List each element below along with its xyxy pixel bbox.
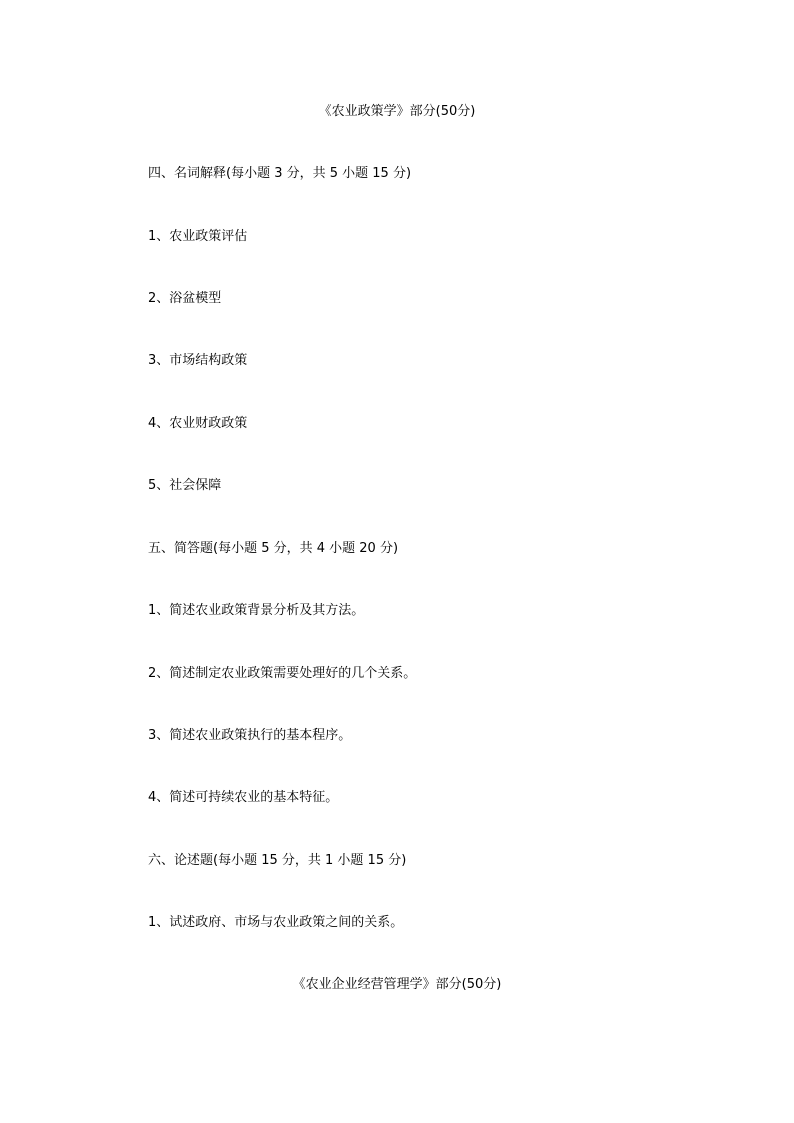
part4-heading: 四、名词解释(每小题 3 分，共 5 小题 15 分) xyxy=(148,166,412,181)
part4-item-1: 1、农业政策评估 xyxy=(148,229,248,244)
part6-heading: 六、论述题(每小题 15 分，共 1 小题 15 分) xyxy=(148,853,407,868)
part4-item-5: 5、社会保障 xyxy=(148,478,222,493)
part5-heading: 五、简答题(每小题 5 分，共 4 小题 20 分) xyxy=(148,541,399,556)
part4-item-2: 2、浴盆模型 xyxy=(148,291,222,306)
part6-item-1: 1、试述政府、市场与农业政策之间的关系。 xyxy=(148,915,404,930)
part5-item-4: 4、简述可持续农业的基本特征。 xyxy=(148,790,339,805)
part4-item-3: 3、市场结构政策 xyxy=(148,353,248,368)
part5-item-1: 1、简述农业政策背景分析及其方法。 xyxy=(148,603,365,618)
section-title-agri-enterprise: 《农业企业经营管理学》部分(50分) xyxy=(292,977,502,992)
part4-item-4: 4、农业财政政策 xyxy=(148,416,248,431)
part5-item-3: 3、简述农业政策执行的基本程序。 xyxy=(148,728,352,743)
section-title-agri-policy: 《农业政策学》部分(50分) xyxy=(318,104,476,119)
part5-item-2: 2、简述制定农业政策需要处理好的几个关系。 xyxy=(148,666,417,681)
